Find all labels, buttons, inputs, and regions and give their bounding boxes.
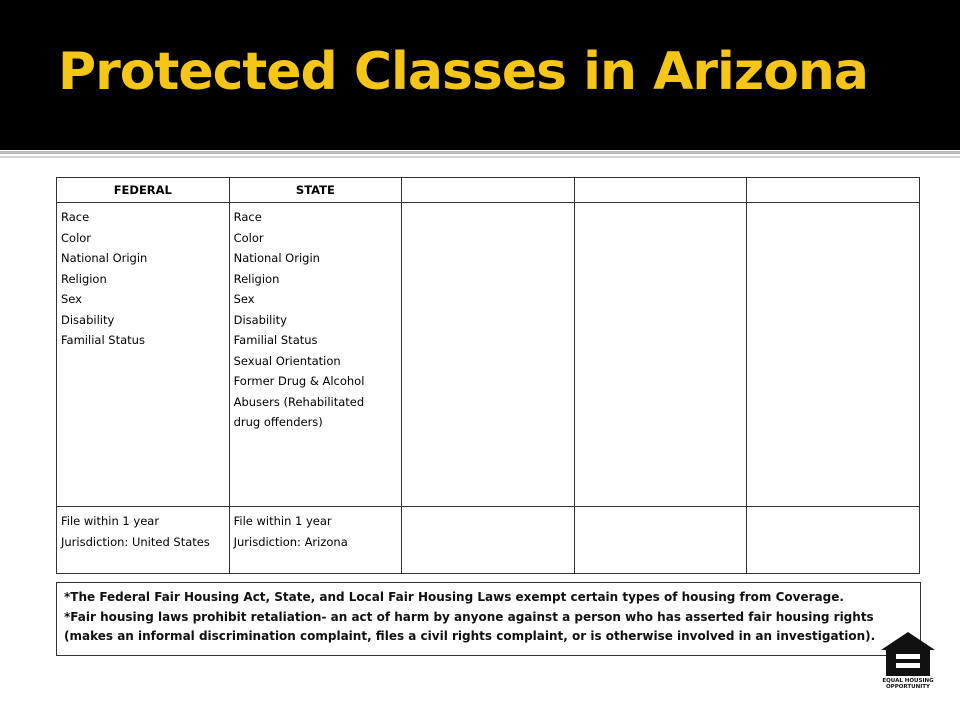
- empty-cell: [574, 507, 747, 574]
- empty-cell: [574, 203, 747, 507]
- list-item: Disability: [61, 312, 115, 327]
- list-item: Former Drug & Alcohol: [233, 374, 365, 388]
- list-item: File within 1 year: [233, 514, 332, 528]
- title-divider: [0, 151, 960, 154]
- footnote-exemptions: *The Federal Fair Housing Act, State, and Local Fair Housing Laws exempt certain types of housing from Coverage.: [64, 590, 844, 604]
- empty-cell: [747, 507, 920, 574]
- footnotes-box: [56, 582, 921, 656]
- list-item: Jurisdiction: Arizona: [233, 534, 348, 549]
- state-classes-cell: [229, 203, 402, 507]
- logo-caption: EQUAL HOUSING OPPORTUNITY: [882, 678, 934, 690]
- header-empty-1: [402, 178, 575, 203]
- list-item: Color: [233, 230, 264, 245]
- list-item: National Origin: [61, 251, 148, 265]
- list-item: Sex: [61, 292, 82, 306]
- list-item: Jurisdiction: United States: [61, 534, 210, 549]
- header-federal: FEDERAL: [57, 178, 230, 203]
- table-row-classes: [57, 203, 920, 507]
- slide-title: Protected Classes in Arizona: [58, 42, 868, 102]
- header-state: STATE: [229, 178, 402, 203]
- list-item: Religion: [233, 271, 280, 286]
- table-header-row: [57, 178, 920, 203]
- empty-cell: [402, 203, 575, 507]
- state-filing-cell: [229, 507, 402, 574]
- list-item: Familial Status: [61, 333, 145, 347]
- header-empty-3: [747, 178, 920, 203]
- federal-classes-cell: [57, 203, 230, 507]
- list-item: Familial Status: [233, 333, 318, 347]
- empty-cell: [747, 203, 920, 507]
- list-item: Sexual Orientation: [233, 353, 341, 368]
- table-row-filing: [57, 507, 920, 574]
- footnote-retaliation: *Fair housing laws prohibit retaliation- an act of harm by anyone against a person who has asserted fair housing rights (makes an informal discrimination complaint, files a civil rights complaint, or is otherwise involved in an investigation).: [64, 609, 876, 643]
- protected-classes-table: [56, 177, 920, 574]
- header-empty-2: [574, 178, 747, 203]
- list-item: Race: [233, 210, 262, 224]
- list-item: Religion: [61, 271, 107, 286]
- title-bar: [0, 0, 960, 150]
- title-divider-secondary: [0, 156, 960, 158]
- list-item: Disability: [233, 312, 287, 327]
- list-item: drug offenders): [233, 415, 323, 429]
- empty-cell: [402, 507, 575, 574]
- list-item: Race: [61, 210, 90, 224]
- federal-filing-cell: [57, 507, 230, 574]
- list-item: Sex: [233, 292, 255, 306]
- list-item: File within 1 year: [61, 514, 160, 528]
- list-item: Abusers (Rehabilitated: [233, 394, 365, 409]
- list-item: Color: [61, 230, 92, 245]
- list-item: National Origin: [233, 251, 320, 265]
